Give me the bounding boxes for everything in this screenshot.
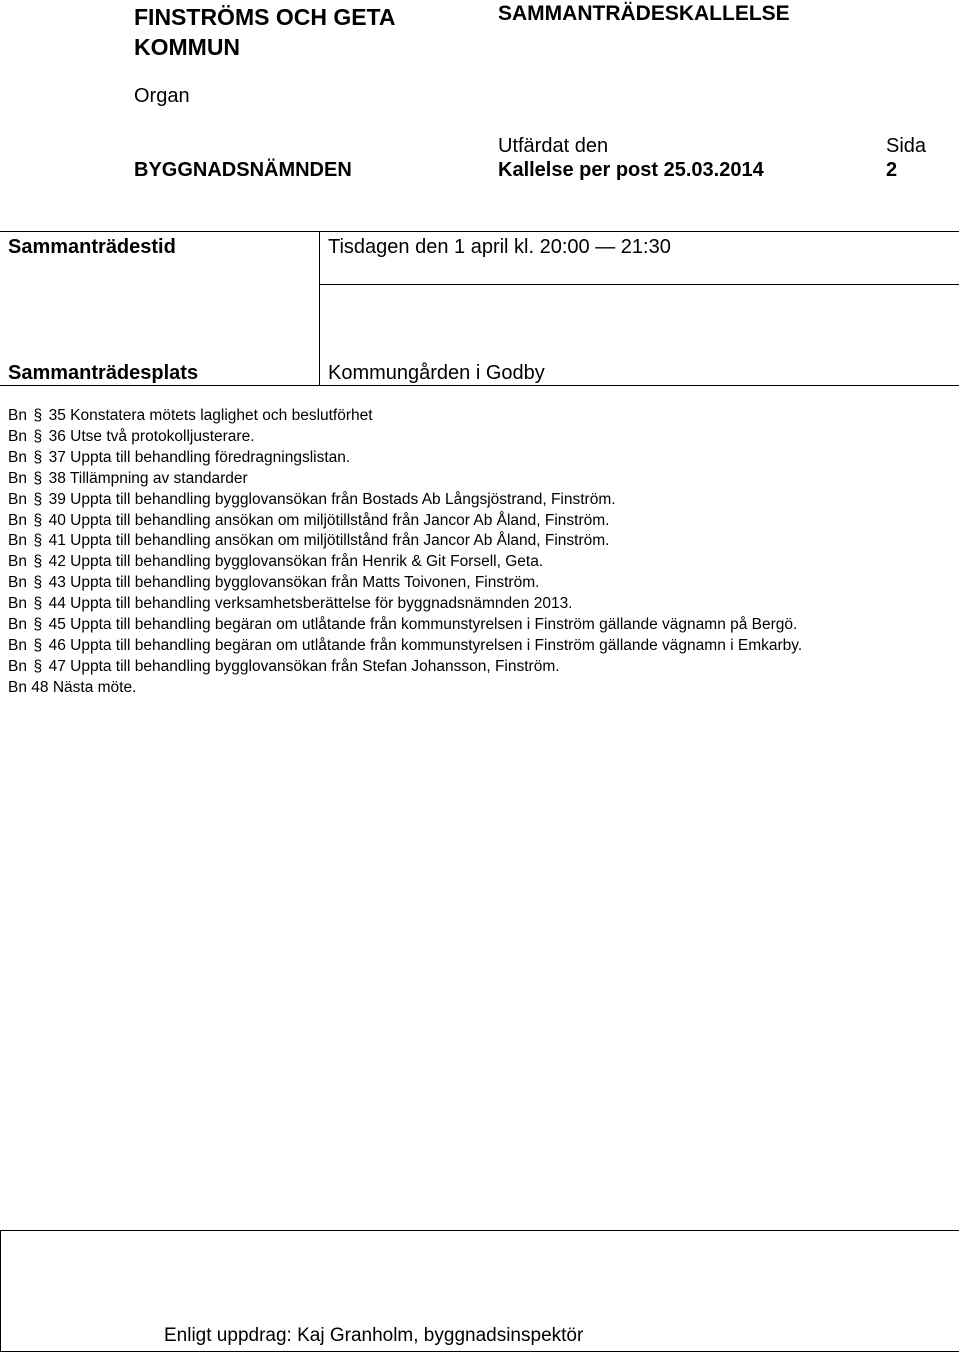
time-row-divider [319,284,959,285]
table-top-border [0,231,959,232]
table-bottom-border [0,385,959,386]
agenda-text: 43 Uppta till behandling bygglovansökan från Matts Toivonen, Finström. [48,574,540,592]
agenda-text: 44 Uppta till behandling verksamhetsberättelse för byggnadsnämnden 2013. [48,595,573,613]
agenda-text: 42 Uppta till behandling bygglovansökan från Henrik & Git Forsell, Geta. [48,553,544,571]
agenda-prefix: Bn [8,490,27,508]
section-symbol: § [33,532,43,550]
agenda-text: 38 Tillämpning av standarder [48,469,248,487]
section-symbol: § [33,407,43,424]
agenda-text: 41 Uppta till behandling ansökan om miljötillstånd från Jancor Ab Åland, Finström. [48,532,610,550]
meeting-place-label: Sammanträdesplats [8,362,199,384]
section-symbol: § [33,636,43,654]
section-symbol: § [33,427,43,445]
section-symbol: § [33,553,43,571]
section-symbol: § [33,574,43,592]
signature-text: Enligt uppdrag: Kaj Granholm, byggnadsinspektör [164,1325,584,1346]
organ-value: BYGGNADSNÄMNDEN [134,159,352,181]
agenda-item [8,615,802,636]
section-symbol: § [33,657,43,675]
agenda-item [8,552,802,573]
agenda-item [8,511,802,532]
agenda-item [8,636,802,657]
agenda-text: 45 Uppta till behandling begäran om utlåtande från kommunstyrelsen i Finström gällande vägnamn på Bergö. [48,616,798,634]
meeting-time-label: Sammanträdestid [8,236,176,258]
agenda-text: 47 Uppta till behandling bygglovansökan från Stefan Johansson, Finström. [48,657,560,675]
section-symbol: § [33,469,43,487]
agenda-text: 37 Uppta till behandling föredragningslistan. [48,448,351,466]
agenda-item [8,594,802,615]
issued-label: Utfärdat den [498,135,609,157]
organization-name: FINSTRÖMS OCH GETA KOMMUN [134,4,395,60]
agenda-list [8,406,802,699]
agenda-item [8,427,802,448]
section-symbol: § [33,490,43,508]
agenda-item [8,448,802,469]
meeting-place-value: Kommungården i Godby [328,362,545,384]
agenda-prefix: Bn [8,657,27,675]
agenda-text: 39 Uppta till behandling bygglovansökan från Bostads Ab Långsjöstrand, Finström. [48,490,616,508]
page-number: 2 [886,159,898,181]
agenda-text: 40 Uppta till behandling ansökan om miljötillstånd från Jancor Ab Åland, Finström. [48,511,610,529]
agenda-item [8,678,802,699]
agenda-prefix: Bn [8,469,27,487]
agenda-item [8,531,802,552]
agenda-prefix: Bn [8,532,27,550]
table-column-divider [319,231,320,386]
agenda-prefix: Bn [8,448,27,466]
agenda-prefix: Bn [8,636,27,654]
agenda-item [8,573,802,594]
agenda-prefix: Bn [8,427,27,445]
agenda-item [8,490,802,511]
agenda-item [8,469,802,490]
section-symbol: § [33,595,43,613]
agenda-text: 48 Nästa möte. [31,678,137,696]
issued-value: Kallelse per post 25.03.2014 [498,159,764,181]
agenda-text: 36 Utse två protokolljusterare. [48,427,255,445]
agenda-prefix: Bn [8,574,27,592]
section-symbol: § [33,511,43,529]
agenda-prefix: Bn [8,407,27,424]
section-symbol: § [33,616,43,634]
agenda-prefix: Bn [8,511,27,529]
agenda-text: 35 Konstatera mötets laglighet och beslutförhet [48,407,373,424]
agenda-item [8,657,802,678]
agenda-prefix: Bn [8,616,27,634]
agenda-prefix: Bn [8,595,27,613]
page-label: Sida [886,135,927,157]
organ-label: Organ [134,85,190,107]
agenda-prefix: Bn [8,553,27,571]
agenda-item [8,406,802,427]
document-type: SAMMANTRÄDESKALLELSE [498,2,790,25]
agenda-prefix: Bn [8,678,27,696]
agenda-text: 46 Uppta till behandling begäran om utlåtande från kommunstyrelsen i Finström gällande vägnamn i Emkarby. [48,636,803,654]
meeting-time-value: Tisdagen den 1 april kl. 20:00 — 21:30 [328,236,671,258]
section-symbol: § [33,448,43,466]
